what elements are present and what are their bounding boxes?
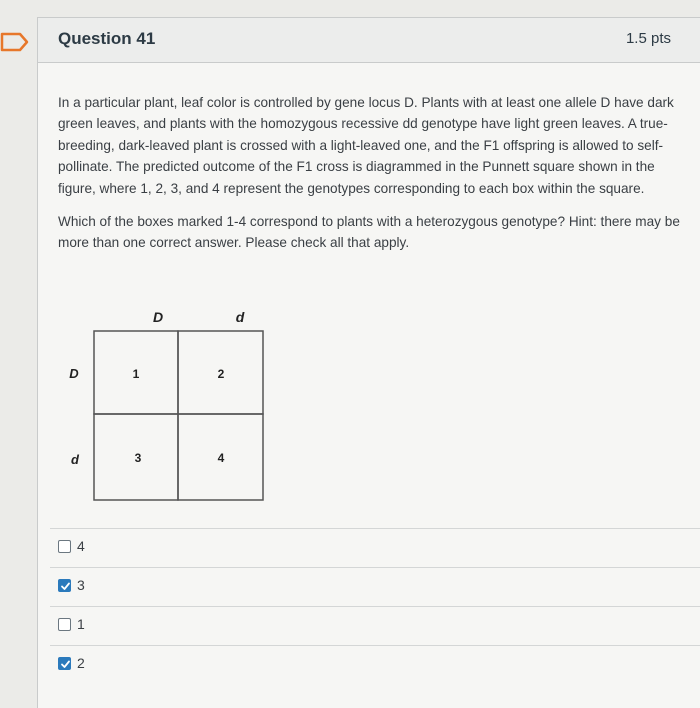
answer-checkbox[interactable] [58, 579, 71, 592]
answer-label[interactable]: 4 [77, 538, 85, 554]
punnett-cell-label: 3 [134, 451, 142, 465]
punnett-cell-label: 4 [217, 451, 225, 465]
flag-question-icon[interactable] [0, 30, 30, 54]
punnett-square [58, 294, 298, 504]
answer-label[interactable]: 2 [77, 655, 85, 671]
answer-label[interactable]: 1 [77, 616, 85, 632]
answer-label[interactable]: 3 [77, 577, 85, 593]
question-card [37, 17, 700, 708]
question-paragraph-1: In a particular plant, leaf color is controlled by gene locus D. Plants with at least one allele D have dark green leaves, and plants with the homozygous recessive dd genotype have light green leaves. A true-breeding, dark-leaved plant is crossed with a light-leaved one, and the F1 offspring is allowed to self-pollinate. The predicted outcome of the F1 cross is diagrammed in the Punnett square shown in the figure, where 1, 2, 3, and 4 represent the genotypes corresponding to each box within the square. [58, 95, 674, 196]
question-paragraph-2: Which of the boxes marked 1-4 correspond to plants with a heterozygous genotype? Hint: there may be more than one correct answer. Please check all that apply. [58, 214, 680, 251]
answer-list [50, 528, 700, 684]
checkmark-icon [60, 581, 71, 592]
question-header [38, 18, 700, 63]
punnett-col-header: D [152, 309, 164, 325]
answer-option[interactable] [50, 567, 700, 606]
question-text [58, 92, 683, 254]
punnett-row-header: D [69, 366, 79, 381]
punnett-cell-label: 1 [132, 367, 140, 381]
checkmark-icon [60, 659, 71, 670]
punnett-col-header: d [235, 309, 245, 325]
question-points: 1.5 pts [625, 30, 671, 47]
punnett-row-header: d [71, 452, 79, 467]
answer-option[interactable] [50, 528, 700, 567]
answer-option[interactable] [50, 606, 700, 645]
punnett-cell-label: 2 [217, 367, 225, 381]
question-title: Question 41 [58, 29, 156, 48]
answer-option[interactable] [50, 645, 700, 684]
answer-checkbox[interactable] [58, 657, 71, 670]
answer-checkbox[interactable] [58, 540, 71, 553]
answer-checkbox[interactable] [58, 618, 71, 631]
